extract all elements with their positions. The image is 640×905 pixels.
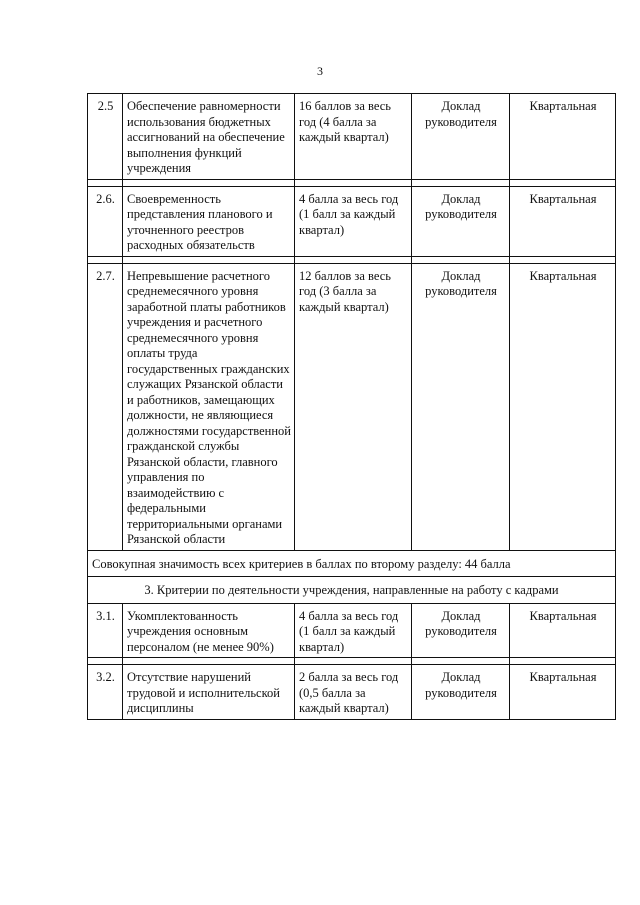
section-summary: Совокупная значимость всех критериев в баллах по второму разделу: 44 балла — [88, 550, 616, 577]
points-text: 2 балла за весь год (0,5 балла за каждый квартал) — [295, 665, 412, 720]
criterion-text: Отсутствие нарушений трудовой и исполнительской дисциплины — [123, 665, 295, 720]
row-number: 2.7. — [88, 263, 123, 550]
points-text: 4 балла за весь год (1 балл за каждый квартал) — [295, 186, 412, 256]
criterion-text: Непревышение расчетного среднемесячного уровня заработной платы работников учреждения и расчетного среднемесячного уровня оплаты труда государственных гражданских служащих Рязанской области и работников, замещающих должности, не являющиеся должностями государственной гражданской службы Рязанской области, главного управления по взаимодействию с федеральными территориальными органами Рязанской области — [123, 263, 295, 550]
source-text: Доклад руководителя — [412, 94, 510, 180]
table-row — [88, 186, 616, 256]
criteria-table — [87, 93, 616, 720]
source-text: Доклад руководителя — [412, 603, 510, 658]
source-text: Доклад руководителя — [412, 665, 510, 720]
criterion-text: Укомплектованность учреждения основным персоналом (не менее 90%) — [123, 603, 295, 658]
period-text: Квартальная — [510, 603, 616, 658]
period-text: Квартальная — [510, 186, 616, 256]
period-text: Квартальная — [510, 665, 616, 720]
row-gap — [88, 658, 616, 665]
page-number: 3 — [317, 64, 323, 78]
row-number: 2.5 — [88, 94, 123, 180]
section-heading: 3. Критерии по деятельности учреждения, направленные на работу с кадрами — [88, 577, 616, 604]
row-gap — [88, 256, 616, 263]
row-gap — [88, 179, 616, 186]
table-row — [88, 603, 616, 658]
source-text: Доклад руководителя — [412, 186, 510, 256]
table-row — [88, 94, 616, 180]
points-text: 4 балла за весь год (1 балл за каждый квартал) — [295, 603, 412, 658]
points-text: 12 баллов за весь год (3 балла за каждый квартал) — [295, 263, 412, 550]
period-text: Квартальная — [510, 263, 616, 550]
period-text: Квартальная — [510, 94, 616, 180]
criterion-text: Обеспечение равномерности использования бюджетных ассигнований на обеспечение выполнения функций учреждения — [123, 94, 295, 180]
points-text: 16 баллов за весь год (4 балла за каждый квартал) — [295, 94, 412, 180]
table-row — [88, 263, 616, 550]
section-heading-row — [88, 577, 616, 604]
summary-row — [88, 550, 616, 577]
table-row — [88, 665, 616, 720]
criterion-text: Своевременность представления планового и уточненного реестров расходных обязательств — [123, 186, 295, 256]
row-number: 3.2. — [88, 665, 123, 720]
row-number: 3.1. — [88, 603, 123, 658]
source-text: Доклад руководителя — [412, 263, 510, 550]
row-number: 2.6. — [88, 186, 123, 256]
